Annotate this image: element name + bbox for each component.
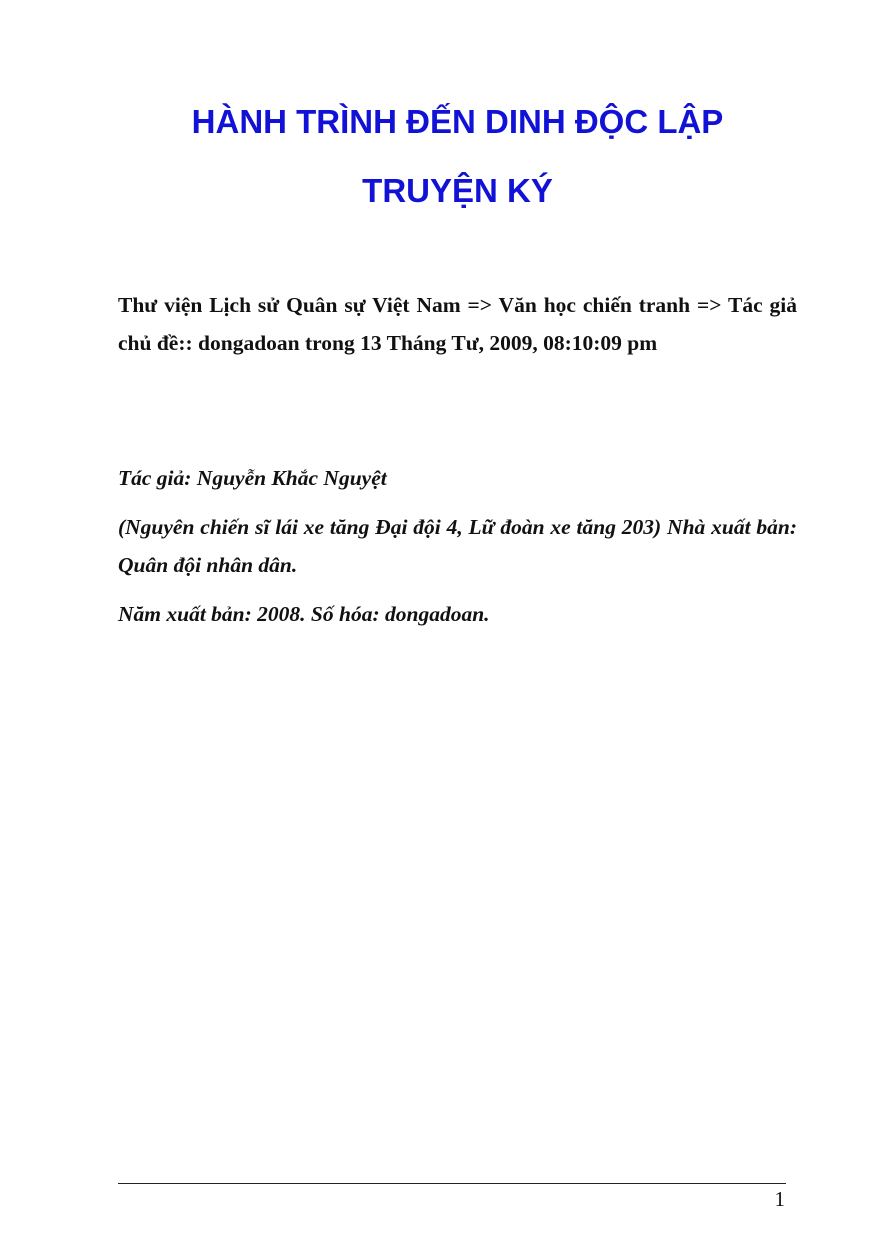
source-paragraph: Thư viện Lịch sử Quân sự Việt Nam => Văn học chiến tranh => Tác giả chủ đề:: dongadoan trong 13 Tháng Tư, 2009, 08:10:09 pm — [118, 293, 797, 355]
page-number: 1 — [774, 1187, 785, 1211]
document-subtitle: TRUYỆN KÝ — [362, 172, 553, 209]
document-title: HÀNH TRÌNH ĐẾN DINH ĐỘC LẬP — [191, 103, 724, 140]
footer-divider — [118, 1183, 786, 1184]
author-note: (Nguyên chiến sĩ lái xe tăng Đại đội 4, Lữ đoàn xe tăng 203) Nhà xuất bản: Quân đội nhân dân. — [118, 515, 797, 577]
publication-line: Năm xuất bản: 2008. Số hóa: dongadoan. — [118, 602, 490, 626]
author-line: Tác giả: Nguyễn Khắc Nguyệt — [118, 466, 387, 490]
